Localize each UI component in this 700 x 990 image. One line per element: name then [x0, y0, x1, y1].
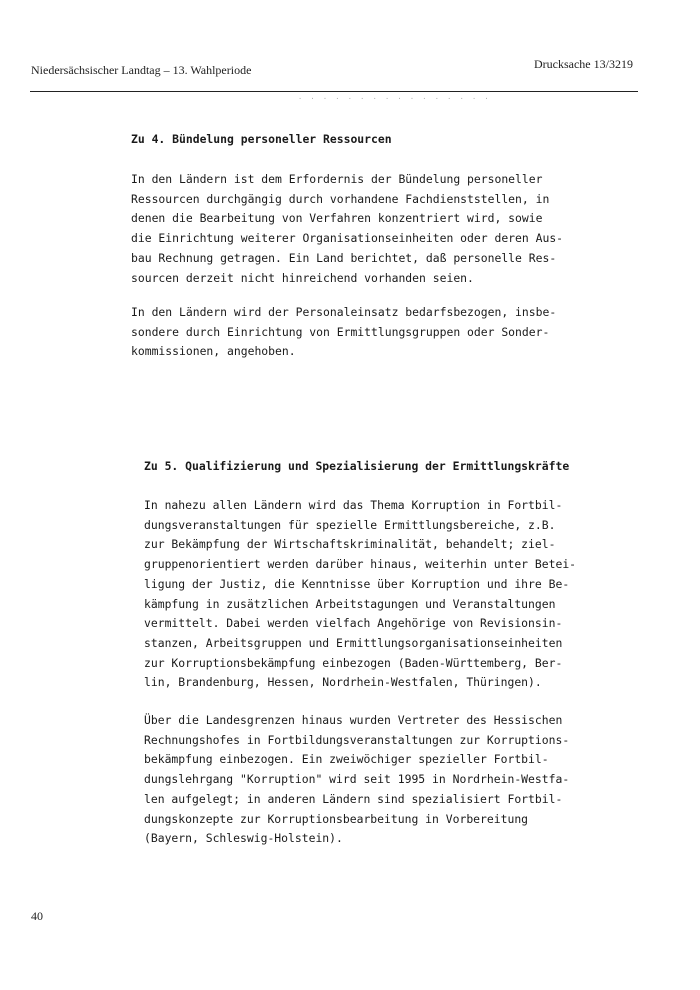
text-line: stanzen, Arbeitsgruppen und Ermittlungsorganisationseinheiten	[144, 635, 563, 650]
text-line: bau Rechnung getragen. Ein Land berichtet, daß personelle Res-	[131, 250, 557, 265]
text-line: In nahezu allen Ländern wird das Thema Korruption in Fortbil-	[144, 498, 563, 512]
text-line: dungsveranstaltungen für spezielle Ermittlungsbereiche, z.B.	[144, 517, 556, 532]
section-4-paragraph-2	[131, 303, 556, 362]
text-line: gruppenorientiert werden darüber hinaus, weiterhin unter Betei-	[144, 557, 577, 572]
scan-artifact-dots: · · · · · · · · · · · · · · · ·	[298, 95, 491, 103]
text-line: lin, Brandenburg, Hessen, Nordrhein-Westfalen, Thüringen).	[144, 675, 542, 690]
running-header-right: Drucksache 13/3219	[534, 57, 633, 71]
section-4-paragraph-1	[131, 170, 563, 288]
section-heading-4: Zu 4. Bündelung personeller Ressourcen	[131, 132, 392, 146]
text-line: bekämpfung einbezogen. Ein zweiwöchiger spezieller Fortbil-	[144, 752, 549, 767]
text-line: die Einrichtung weiterer Organisationseinheiten oder deren Aus-	[131, 231, 564, 246]
section-5-paragraph-2	[144, 711, 569, 849]
text-line: kämpfung in zusätzlichen Arbeitstagungen und Veranstaltungen	[144, 596, 556, 611]
text-line: vermittelt. Dabei werden vielfach Angehörige von Revisionsin-	[144, 616, 563, 631]
text-line: sondere durch Einrichtung von Ermittlungsgruppen oder Sonder-	[131, 324, 550, 339]
text-line: zur Bekämpfung der Wirtschaftskriminalität, behandelt; ziel-	[144, 537, 556, 552]
text-line: Ressourcen durchgängig durch vorhandene Fachdienststellen, in	[131, 191, 550, 206]
text-line: zur Korruptionsbekämpfung einbezogen (Baden-Württemberg, Ber-	[144, 655, 563, 670]
section-5-paragraph-1	[144, 496, 576, 693]
text-line: Über die Landesgrenzen hinaus wurden Vertreter des Hessischen	[144, 713, 563, 727]
text-line: denen die Bearbeitung von Verfahren konzentriert wird, sowie	[131, 211, 543, 226]
text-line: In den Ländern ist dem Erfordernis der Bündelung personeller	[131, 172, 543, 186]
text-line: dungslehrgang "Korruption" wird seit 1995 in Nordrhein-Westfa-	[144, 772, 570, 787]
running-header-left: Niedersächsischer Landtag – 13. Wahlperiode	[31, 63, 252, 77]
page-number: 40	[31, 909, 43, 923]
section-heading-5: Zu 5. Qualifizierung und Spezialisierung der Ermittlungskräfte	[144, 459, 570, 473]
text-line: In den Ländern wird der Personaleinsatz bedarfsbezogen, insbe-	[131, 305, 557, 319]
header-rule	[30, 91, 638, 92]
text-line: dungskonzepte zur Korruptionsbearbeitung in Vorbereitung	[144, 811, 529, 826]
text-line: sourcen derzeit nicht hinreichend vorhanden seien.	[131, 270, 474, 285]
text-line: Rechnungshofes in Fortbildungsveranstaltungen zur Korruptions-	[144, 732, 570, 747]
text-line: len aufgelegt; in anderen Ländern sind spezialisiert Fortbil-	[144, 791, 563, 806]
text-line: kommissionen, angehoben.	[131, 344, 296, 359]
text-line: (Bayern, Schleswig-Holstein).	[144, 831, 343, 846]
text-line: ligung der Justiz, die Kenntnisse über Korruption und ihre Be-	[144, 576, 570, 591]
